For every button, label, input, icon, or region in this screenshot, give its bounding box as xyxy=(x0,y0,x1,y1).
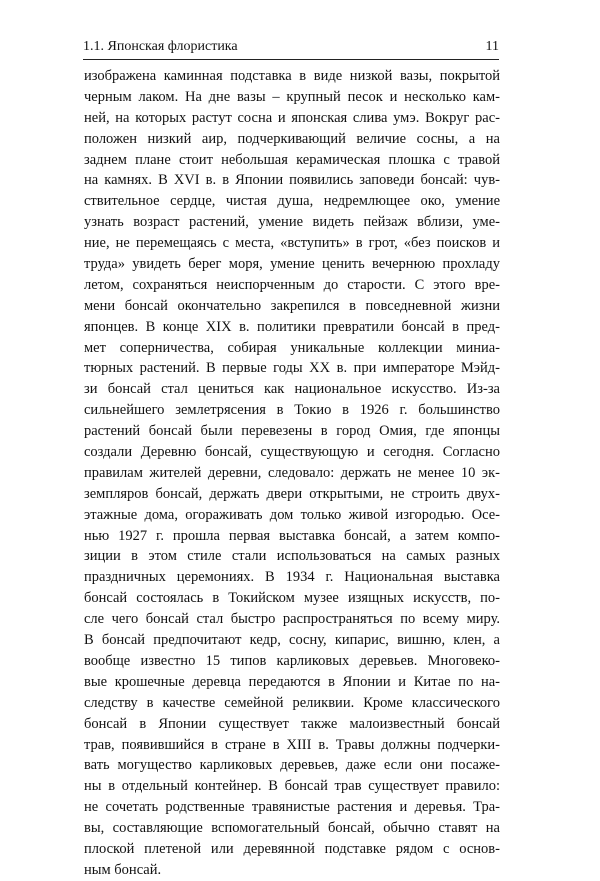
page-number: 11 xyxy=(485,39,499,54)
text-line: изображена каминная подставка в виде низкой вазы, покрытой xyxy=(84,68,500,84)
text-line: этажные дома, огораживать дом только живой изгородью. Осе- xyxy=(84,506,500,523)
text-line: бонсай состоялась в Токийском музее изящных искусств, по- xyxy=(84,590,500,607)
text-line: вы, составляющие вспомогательный бонсай, обычно ставят на xyxy=(84,820,500,837)
text-line: мет соперничества, собирая уникальные коллекции миниа- xyxy=(84,339,500,356)
text-line: не сочетать родственные травянистые растения и деревья. Тра- xyxy=(84,799,500,816)
text-line: зиции в этом стиле стали использоваться на самых разных xyxy=(84,548,500,565)
text-line: вать могущество карликовых деревьев, даже если они посаже- xyxy=(84,757,500,774)
text-line: труда» увидеть берег моря, умение ценить вечернюю прохладу xyxy=(84,256,500,273)
running-header xyxy=(83,36,499,56)
text-line: вые крошечные деревца передаются в Японии и Китае по на- xyxy=(84,673,500,690)
text-line: мени бонсай окончательно закрепился в повседневной жизни xyxy=(84,297,500,314)
text-line: плоской плетеной или деревянной подставке рядом с основ- xyxy=(84,840,500,857)
text-line: правилам жителей деревни, следовало: держать не менее 10 эк- xyxy=(84,464,500,481)
text-line: сильнейшего землетрясения в Токио в 1926 г. большинство xyxy=(84,402,500,419)
text-line: праздничных церемониях. В 1934 г. Национальная выставка xyxy=(84,569,500,586)
text-line: В бонсай предпочитают кедр, сосну, кипарис, вишню, клен, а xyxy=(84,632,500,649)
text-line: трав, появившийся в стране в XIII в. Травы должны подчерки- xyxy=(84,736,500,753)
text-line: заднем плане стоит небольшая керамическая плошка с травой xyxy=(84,151,500,168)
text-line: японцев. В конце XIX в. политики превратили бонсай в пред- xyxy=(84,318,500,335)
header-rule xyxy=(83,59,499,60)
text-line: черным лаком. На дне вазы – крупный песок и несколько кам- xyxy=(84,88,500,105)
text-line: нью 1927 г. прошла первая выставка бонсай, а затем компо- xyxy=(84,527,500,544)
text-line: следству в качестве семейной реликвии. Кроме классического xyxy=(84,694,500,711)
text-line: ны в отдельный контейнер. В бонсай трав существует правило: xyxy=(84,778,500,795)
text-line: зи бонсай стал цениться как национальное искусство. Из-за xyxy=(84,381,500,398)
text-line: ней, на которых растут сосна и японская слива умэ. Вокруг рас- xyxy=(84,109,500,126)
text-line: бонсай в Японии существует также малоизвестный бонсай xyxy=(84,715,500,732)
text-line: сле чего бонсай стал быстро распространяться по всему миру. xyxy=(84,611,500,628)
text-line: ствительное сердце, чистая душа, недремлющее око, умение xyxy=(84,193,500,210)
text-line: летом, сохраняться неиспорченным до старости. С этого вре- xyxy=(84,276,500,293)
text-line: положен низкий аир, подчеркивающий величие сосны, а на xyxy=(84,130,500,147)
text-line: узнать возраст растений, умение видеть пейзаж вблизи, уме- xyxy=(84,214,500,231)
text-line: земпляров бонсай, держать двери открытыми, не строить двух- xyxy=(84,485,500,502)
text-line: ние, не перемещаясь с места, «вступить» в грот, «без поисков и xyxy=(84,235,500,252)
body-text xyxy=(84,66,500,881)
section-title: 1.1. Японская флористика xyxy=(83,39,238,54)
text-line: создали Деревню бонсай, существующую и сегодня. Согласно xyxy=(84,444,500,461)
text-line: вообще известно 15 типов карликовых деревьев. Многовеко- xyxy=(84,652,500,669)
text-line: тюрных растений. В первые годы XX в. при императоре Мэйд- xyxy=(84,360,500,377)
text-line: ным бонсай. xyxy=(84,861,162,878)
text-line: на камнях. В XVI в. в Японии появились заповеди бонсай: чув- xyxy=(84,172,500,189)
text-line: растений бонсай были перевезены в город Омия, где японцы xyxy=(84,423,500,440)
